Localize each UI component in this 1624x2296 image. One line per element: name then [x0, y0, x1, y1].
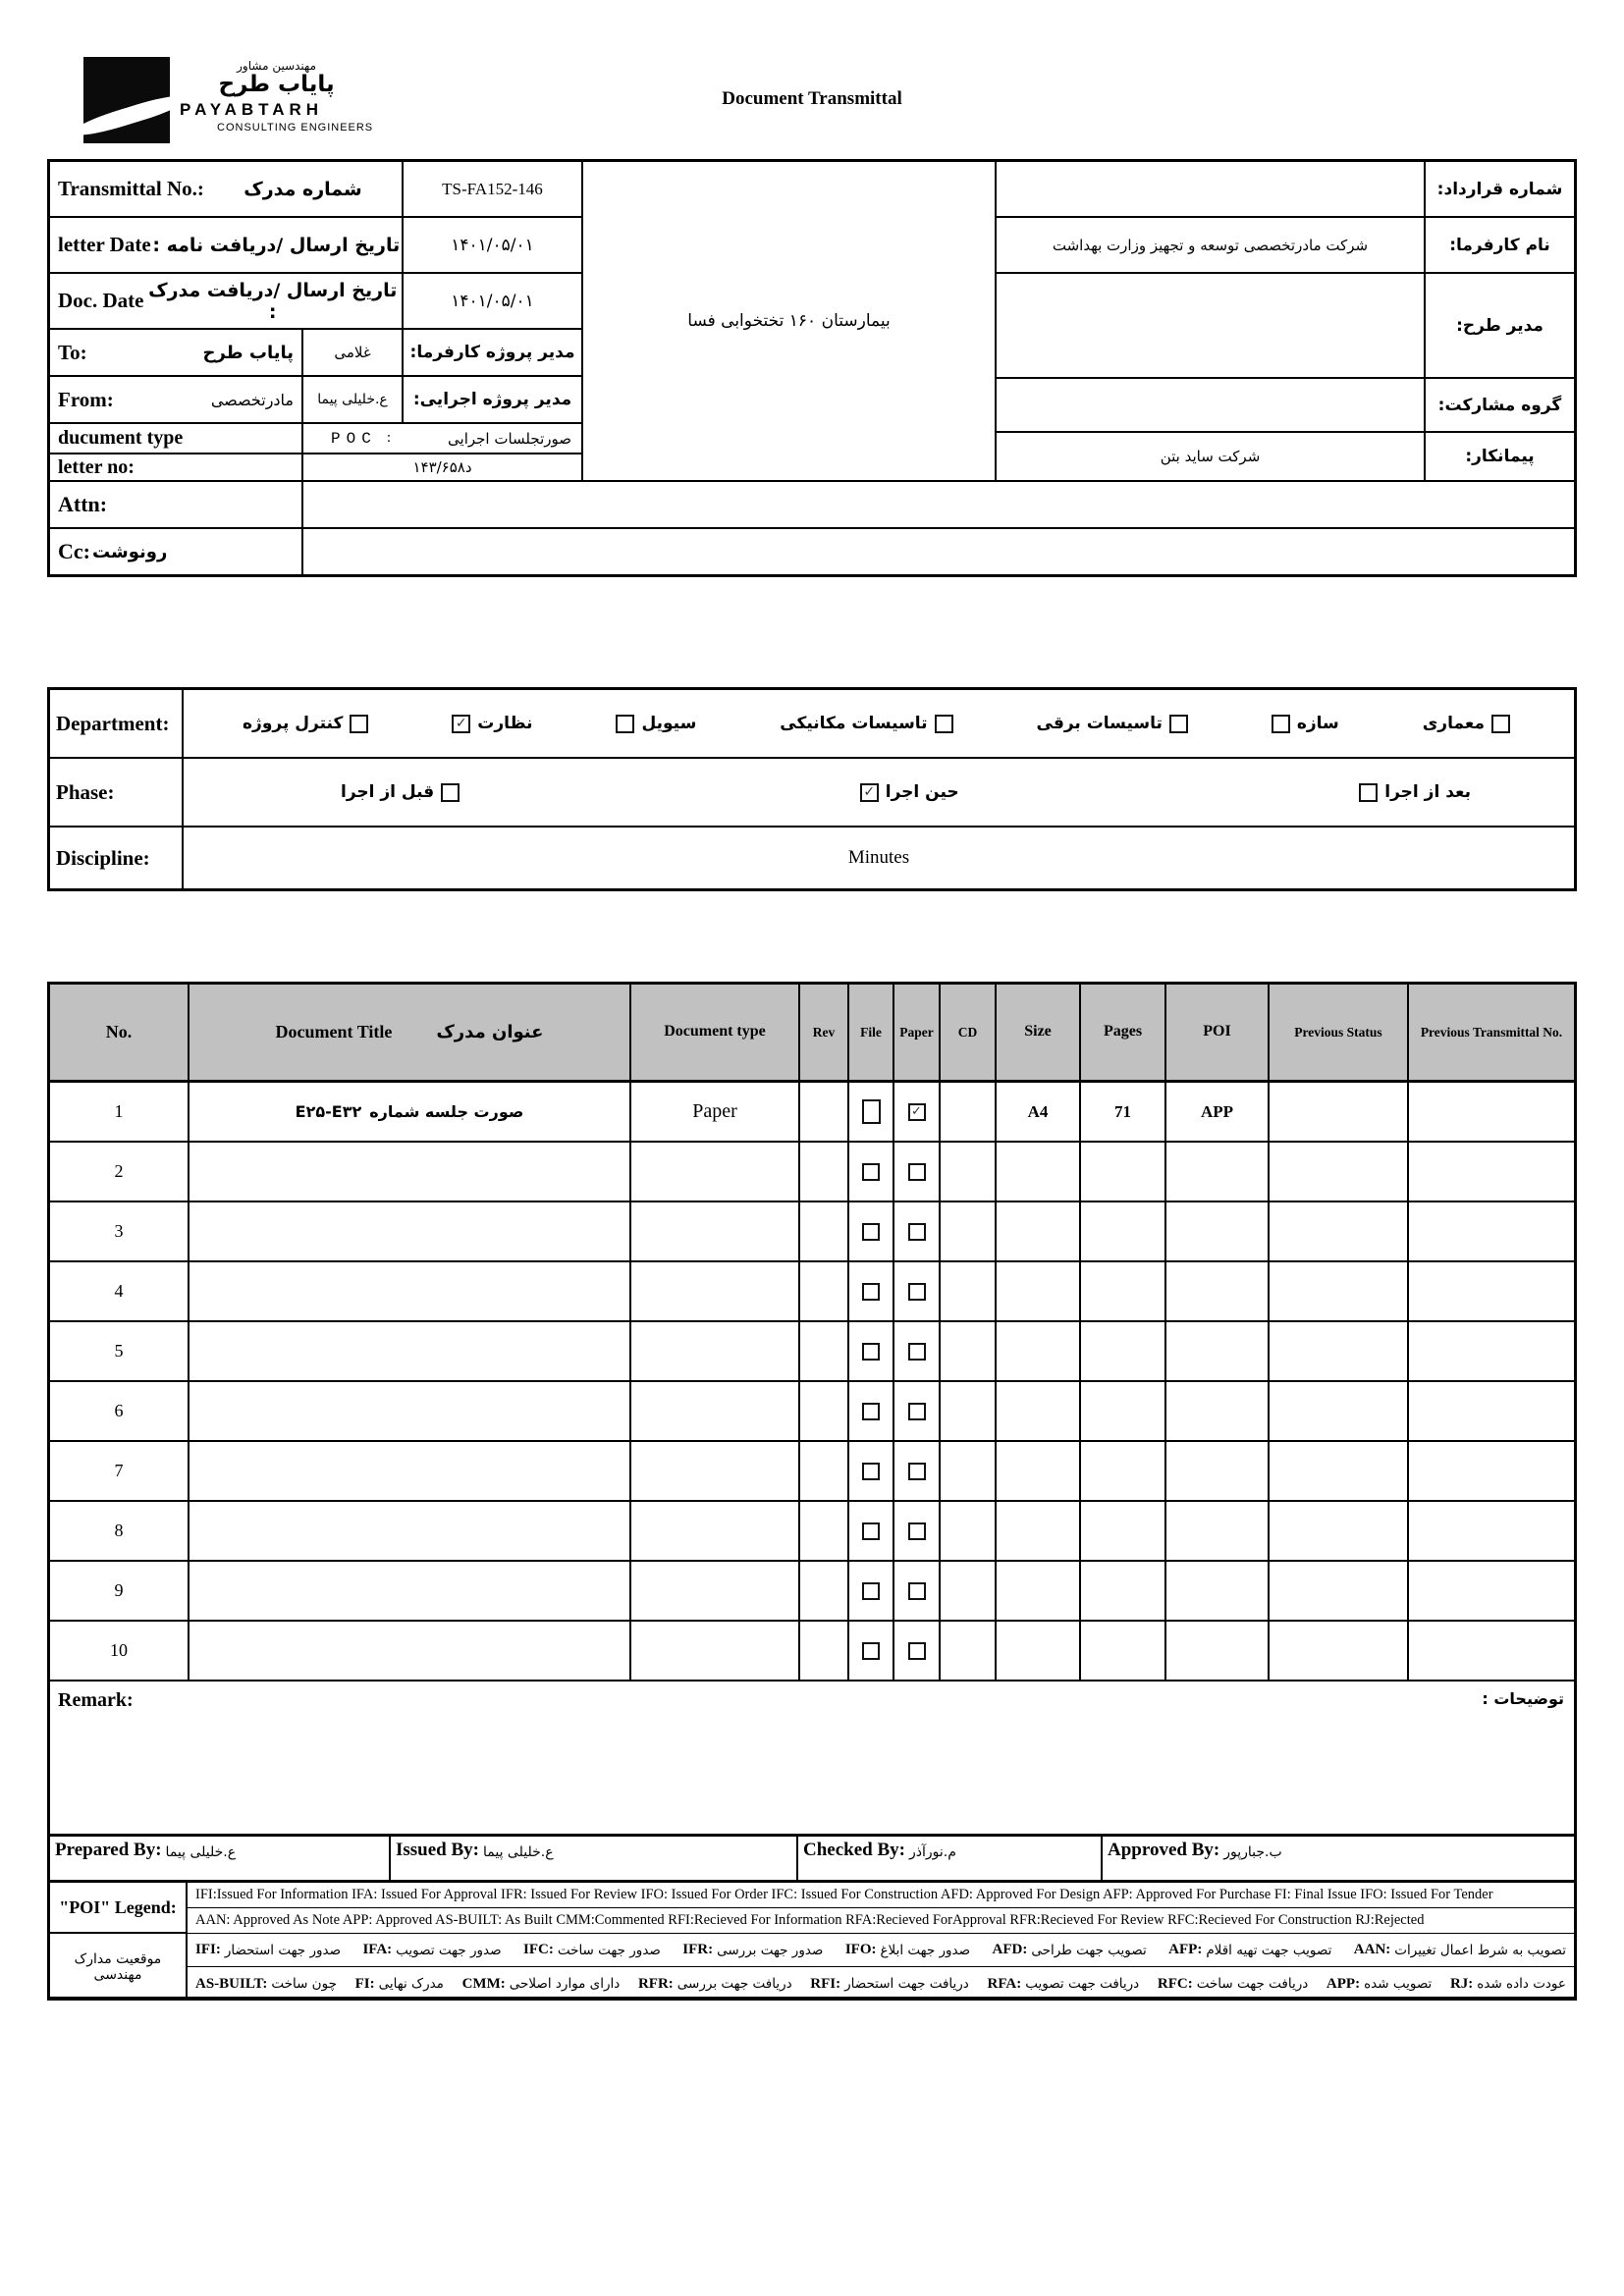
- cc-label: Cc: رونوشت: [50, 529, 303, 574]
- row-doc-type: [631, 1262, 800, 1322]
- checkbox-during-execution[interactable]: ✓: [860, 783, 879, 802]
- row-pages: [1081, 1202, 1166, 1262]
- from-field: From: مادرتخصصی: [50, 377, 303, 424]
- row-poi: [1166, 1322, 1270, 1382]
- row-cd: [941, 1502, 997, 1562]
- row-file: [849, 1622, 894, 1682]
- row-pages: 71: [1081, 1083, 1166, 1143]
- client-pm-label: مدیر پروژه کارفرما:: [404, 330, 583, 377]
- file-checkbox[interactable]: [862, 1522, 880, 1540]
- row-doc-type: [631, 1382, 800, 1442]
- row-paper: [894, 1442, 941, 1502]
- row-doc-type: [631, 1143, 800, 1202]
- row-no: 4: [50, 1262, 189, 1322]
- design-manager-value: [997, 274, 1426, 379]
- row-pages: [1081, 1143, 1166, 1202]
- row-prev-transmittal: [1409, 1382, 1574, 1442]
- department-label: Department:: [50, 690, 184, 757]
- row-poi: [1166, 1382, 1270, 1442]
- file-checkbox[interactable]: [862, 1163, 880, 1181]
- row-no: 3: [50, 1202, 189, 1262]
- row-cd: [941, 1202, 997, 1262]
- company-subtitle-en: CONSULTING ENGINEERS: [217, 122, 374, 134]
- doc-row-1: [50, 1083, 1574, 1143]
- row-pages: [1081, 1322, 1166, 1382]
- row-no: 2: [50, 1143, 189, 1202]
- from-person: ع.خلیلی پیما: [303, 377, 404, 424]
- letter-no-value: ۱۴۳/۶۵۸د: [303, 454, 583, 482]
- row-prev-transmittal: [1409, 1322, 1574, 1382]
- row-file: [849, 1562, 894, 1622]
- paper-checkbox[interactable]: [908, 1403, 926, 1420]
- row-title: [189, 1442, 631, 1502]
- row-rev: [800, 1202, 849, 1262]
- row-size: [997, 1262, 1081, 1322]
- page-header: [0, 49, 1624, 157]
- row-doc-type: [631, 1202, 800, 1262]
- doc-row-9: [50, 1562, 1574, 1622]
- col-header-title: Document Title عنوان مدرک: [189, 985, 631, 1083]
- row-paper: [894, 1262, 941, 1322]
- paper-checkbox[interactable]: [908, 1642, 926, 1660]
- col-header-prev-transmittal: Previous Transmittal No.: [1409, 985, 1574, 1083]
- row-cd: [941, 1262, 997, 1322]
- doc-row-3: [50, 1202, 1574, 1262]
- row-no: 6: [50, 1382, 189, 1442]
- checkbox-electrical[interactable]: [1169, 715, 1188, 733]
- department-option-civil: سیویل: [616, 714, 696, 733]
- documents-table-header: [50, 985, 1574, 1083]
- row-no: 1: [50, 1083, 189, 1143]
- col-header-paper: Paper: [894, 985, 941, 1083]
- row-no: 9: [50, 1562, 189, 1622]
- doc-row-7: [50, 1442, 1574, 1502]
- file-checkbox[interactable]: [862, 1099, 881, 1124]
- row-prev-status: [1270, 1382, 1409, 1442]
- cc-value: [303, 529, 1574, 574]
- remark-label-en: Remark:: [58, 1689, 134, 1711]
- to-person: غلامی: [303, 330, 404, 377]
- row-prev-status: [1270, 1322, 1409, 1382]
- row-cd: [941, 1083, 997, 1143]
- row-size: [997, 1502, 1081, 1562]
- row-prev-status: [1270, 1502, 1409, 1562]
- row-poi: [1166, 1442, 1270, 1502]
- file-checkbox[interactable]: [862, 1403, 880, 1420]
- paper-checkbox[interactable]: [908, 1463, 926, 1480]
- document-type-value: POC : صورتجلسات اجرایی: [303, 424, 583, 454]
- row-no: 5: [50, 1322, 189, 1382]
- row-paper: [894, 1322, 941, 1382]
- documents-table: [47, 982, 1577, 2001]
- row-poi: [1166, 1262, 1270, 1322]
- row-prev-status: [1270, 1442, 1409, 1502]
- row-size: [997, 1442, 1081, 1502]
- row-cd: [941, 1382, 997, 1442]
- row-rev: [800, 1502, 849, 1562]
- row-prev-status: [1270, 1143, 1409, 1202]
- col-header-cd: CD: [941, 985, 997, 1083]
- row-cd: [941, 1562, 997, 1622]
- partnership-value: [997, 379, 1426, 433]
- row-prev-transmittal: [1409, 1502, 1574, 1562]
- row-title: E۲۵-E۳۲ صورت جلسه شماره: [189, 1083, 631, 1143]
- row-prev-transmittal: [1409, 1562, 1574, 1622]
- row-paper: [894, 1083, 941, 1143]
- row-title: [189, 1382, 631, 1442]
- row-file: [849, 1143, 894, 1202]
- row-pages: [1081, 1502, 1166, 1562]
- poi-legend-english-line-1: IFI:Issued For Information IFA: Issued For Approval IFR: Issued For Review IFO: Issued For Order IFC: Issued For Construction AFD: Approved For Design AFP: Approved For Purchase FI: Final Issue IFO: Issued For Tender: [188, 1883, 1574, 1908]
- col-header-prev-status: Previous Status: [1270, 985, 1409, 1083]
- row-file: [849, 1442, 894, 1502]
- row-prev-status: [1270, 1202, 1409, 1262]
- row-size: [997, 1202, 1081, 1262]
- row-title: [189, 1562, 631, 1622]
- checkbox-architecture[interactable]: [1491, 715, 1510, 733]
- signatures-row: [50, 1834, 1574, 1880]
- doc-row-2: [50, 1143, 1574, 1202]
- file-checkbox[interactable]: [862, 1223, 880, 1241]
- company-name-en: PAYABTARH: [180, 100, 324, 120]
- row-prev-transmittal: [1409, 1262, 1574, 1322]
- department-option-project-control: کنترل پروژه: [243, 714, 368, 733]
- department-option-architecture: معماری: [1423, 714, 1510, 733]
- contract-no-value: [997, 162, 1426, 218]
- row-pages: [1081, 1622, 1166, 1682]
- row-rev: [800, 1622, 849, 1682]
- row-file: [849, 1382, 894, 1442]
- paper-checkbox[interactable]: [908, 1223, 926, 1241]
- row-no: 8: [50, 1502, 189, 1562]
- row-paper: [894, 1202, 941, 1262]
- document-type-label: ducument type: [50, 424, 303, 454]
- row-pages: [1081, 1382, 1166, 1442]
- row-no: 10: [50, 1622, 189, 1682]
- col-header-no: No.: [50, 985, 189, 1083]
- row-rev: [800, 1262, 849, 1322]
- file-checkbox[interactable]: [862, 1642, 880, 1660]
- file-checkbox[interactable]: [862, 1283, 880, 1301]
- to-field: To: پایاب طرح: [50, 330, 303, 377]
- transmittal-no-value: TS-FA152-146: [404, 162, 583, 218]
- row-prev-status: [1270, 1262, 1409, 1322]
- doc-row-10: [50, 1622, 1574, 1682]
- phase-label: Phase:: [50, 759, 184, 826]
- row-title: [189, 1622, 631, 1682]
- row-prev-status: [1270, 1083, 1409, 1143]
- row-size: [997, 1322, 1081, 1382]
- row-title: [189, 1322, 631, 1382]
- poi-legend-english-line-2: AAN: Approved As Note APP: Approved AS-BUILT: As Built CMM:Commented RFI:Recieved For Information RFA:Recieved ForApproval RFR:Recieved For Review RFC:Recieved For Construction RJ:Rejected: [188, 1908, 1574, 1934]
- contractor-value: شرکت ساید بتن: [997, 433, 1426, 482]
- paper-checkbox[interactable]: [908, 1582, 926, 1600]
- row-rev: [800, 1562, 849, 1622]
- doc-row-6: [50, 1382, 1574, 1442]
- row-pages: [1081, 1262, 1166, 1322]
- row-size: [997, 1382, 1081, 1442]
- page-title: Document Transmittal: [722, 88, 902, 109]
- checkbox-civil[interactable]: [616, 715, 634, 733]
- poi-legend-farsi-line-2: AS-BUILT: چون ساخت FI: مدرک نهایی CMM: دارای موارد اصلاحی RFR: دریافت جهت بررسی RFI: دریافت جهت استحضار RFA: دریافت جهت تصویب RFC: دریافت جهت ساخت APP: تصویب شده RJ: عودت داده شده: [195, 1975, 1566, 1992]
- poi-legend: [50, 1880, 1574, 2001]
- documents-status-label-fa: موقعیت مدارک مهندسی: [50, 1934, 188, 2001]
- row-paper: [894, 1562, 941, 1622]
- file-checkbox[interactable]: [862, 1343, 880, 1361]
- row-title: [189, 1502, 631, 1562]
- row-rev: [800, 1083, 849, 1143]
- company-name-fa-small: مهندسین مشاور: [237, 59, 317, 73]
- signature-approved-by: Approved By: ب.جبارپور: [1108, 1840, 1282, 1860]
- row-cd: [941, 1143, 997, 1202]
- row-pages: [1081, 1562, 1166, 1622]
- checkbox-structure[interactable]: [1272, 715, 1290, 733]
- row-file: [849, 1262, 894, 1322]
- row-cd: [941, 1442, 997, 1502]
- row-rev: [800, 1143, 849, 1202]
- row-poi: [1166, 1202, 1270, 1262]
- row-paper: [894, 1382, 941, 1442]
- company-name-fa: پایاب طرح: [218, 72, 335, 97]
- department-option-electrical: تاسیسات برقی: [1037, 714, 1188, 733]
- discipline-row: [50, 828, 1574, 888]
- signature-checked-by: Checked By: م.نورآذر: [798, 1837, 1103, 1880]
- row-file: [849, 1502, 894, 1562]
- discipline-value: Minutes: [847, 847, 910, 868]
- doc-date-value: ۱۴۰۱/۰۵/۰۱: [404, 274, 583, 330]
- department-option-supervision: ✓ نظارت: [452, 714, 532, 733]
- row-file: [849, 1202, 894, 1262]
- row-pages: [1081, 1442, 1166, 1502]
- row-prev-status: [1270, 1622, 1409, 1682]
- row-prev-transmittal: [1409, 1143, 1574, 1202]
- col-header-pages: Pages: [1081, 985, 1166, 1083]
- row-poi: APP: [1166, 1083, 1270, 1143]
- transmittal-no-label: Transmittal No.: شماره مدرک: [50, 162, 404, 218]
- paper-checkbox[interactable]: [908, 1283, 926, 1301]
- doc-date-label: Doc. Date تاریخ ارسال /دریافت مدرک :: [50, 274, 404, 330]
- discipline-label: Discipline:: [50, 828, 184, 888]
- contract-no-label: شماره قرارداد:: [1426, 162, 1574, 218]
- col-header-rev: Rev: [800, 985, 849, 1083]
- row-doc-type: [631, 1502, 800, 1562]
- row-rev: [800, 1382, 849, 1442]
- row-size: [997, 1562, 1081, 1622]
- department-option-structure: سازه: [1272, 714, 1339, 733]
- row-poi: [1166, 1562, 1270, 1622]
- row-file: [849, 1083, 894, 1143]
- row-file: [849, 1322, 894, 1382]
- col-header-file: File: [849, 985, 894, 1083]
- project-name-cell: بیمارستان ۱۶۰ تختخوابی فسا: [583, 162, 997, 482]
- phase-option-during-execution: ✓ حین اجرا: [860, 782, 959, 802]
- checkbox-project-control[interactable]: [350, 715, 368, 733]
- classification-table: [47, 687, 1577, 891]
- contractor-label: پیمانکار:: [1426, 433, 1574, 482]
- attn-label: Attn:: [50, 482, 303, 529]
- client-name-value: شرکت مادرتخصصی توسعه و تجهیز وزارت بهداشت: [997, 218, 1426, 274]
- doc-row-8: [50, 1502, 1574, 1562]
- row-title: [189, 1143, 631, 1202]
- poi-legend-farsi-line-1: IFI: صدور جهت استحضار IFA: صدور جهت تصویب IFC: صدور جهت ساخت IFR: صدور جهت بررسی IFO: صدور جهت ابلاغ AFD: تصویب جهت طراحی AFP: تصویب جهت تهیه اقلام AAN: تصویب به شرط اعمال تغییرات: [188, 1934, 1574, 1967]
- paper-checkbox[interactable]: [908, 1163, 926, 1181]
- design-manager-label: مدیر طرح:: [1426, 274, 1574, 379]
- file-checkbox[interactable]: [862, 1463, 880, 1480]
- letter-date-value: ۱۴۰۱/۰۵/۰۱: [404, 218, 583, 274]
- signature-prepared-by: Prepared By: ع.خلیلی پیما: [50, 1837, 391, 1880]
- col-header-size: Size: [997, 985, 1081, 1083]
- row-size: [997, 1143, 1081, 1202]
- letter-no-label: letter no:: [50, 454, 303, 482]
- doc-row-5: [50, 1322, 1574, 1382]
- row-size: [997, 1622, 1081, 1682]
- row-size: A4: [997, 1083, 1081, 1143]
- row-doc-type: [631, 1562, 800, 1622]
- client-name-label: نام کارفرما:: [1426, 218, 1574, 274]
- department-row: [50, 690, 1574, 759]
- checkbox-mechanical[interactable]: [935, 715, 953, 733]
- file-checkbox[interactable]: [862, 1582, 880, 1600]
- row-prev-transmittal: [1409, 1202, 1574, 1262]
- phase-option-after-execution: بعد از اجرا: [1359, 782, 1471, 802]
- row-cd: [941, 1622, 997, 1682]
- row-cd: [941, 1322, 997, 1382]
- row-poi: [1166, 1622, 1270, 1682]
- row-poi: [1166, 1502, 1270, 1562]
- row-prev-status: [1270, 1562, 1409, 1622]
- phase-row: [50, 759, 1574, 828]
- col-header-poi: POI: [1166, 985, 1270, 1083]
- signature-issued-by: Issued By: ع.خلیلی پیما: [391, 1837, 798, 1880]
- doc-row-4: [50, 1262, 1574, 1322]
- department-option-mechanical: تاسیسات مکانیکی: [780, 714, 952, 733]
- row-prev-transmittal: [1409, 1083, 1574, 1143]
- row-doc-type: Paper: [631, 1083, 800, 1143]
- remark-section: [50, 1682, 1574, 1834]
- row-prev-transmittal: [1409, 1442, 1574, 1502]
- row-title: [189, 1202, 631, 1262]
- row-poi: [1166, 1143, 1270, 1202]
- paper-checkbox[interactable]: [908, 1522, 926, 1540]
- row-no: 7: [50, 1442, 189, 1502]
- row-doc-type: [631, 1622, 800, 1682]
- checkbox-before-execution[interactable]: [441, 783, 460, 802]
- col-header-doc-type: Document type: [631, 985, 800, 1083]
- row-title: [189, 1262, 631, 1322]
- phase-option-before-execution: قبل از اجرا: [341, 782, 460, 802]
- row-doc-type: [631, 1442, 800, 1502]
- top-info-table: [47, 159, 1577, 577]
- exec-pm-label: مدیر پروژه اجرایی:: [404, 377, 583, 424]
- row-paper: [894, 1143, 941, 1202]
- row-rev: [800, 1322, 849, 1382]
- row-doc-type: [631, 1322, 800, 1382]
- row-paper: [894, 1622, 941, 1682]
- remark-label-fa: توضیحات :: [1482, 1689, 1564, 1708]
- row-paper: [894, 1502, 941, 1562]
- row-prev-transmittal: [1409, 1622, 1574, 1682]
- partnership-label: گروه مشارکت:: [1426, 379, 1574, 433]
- attn-value: [303, 482, 1574, 529]
- row-rev: [800, 1442, 849, 1502]
- letter-date-label: letter Date تاریخ ارسال /دریافت نامه :: [50, 218, 404, 274]
- checkbox-supervision[interactable]: ✓: [452, 715, 470, 733]
- paper-checkbox[interactable]: ✓: [908, 1103, 926, 1121]
- checkbox-after-execution[interactable]: [1359, 783, 1378, 802]
- poi-legend-label: "POI" Legend:: [50, 1883, 188, 1934]
- paper-checkbox[interactable]: [908, 1343, 926, 1361]
